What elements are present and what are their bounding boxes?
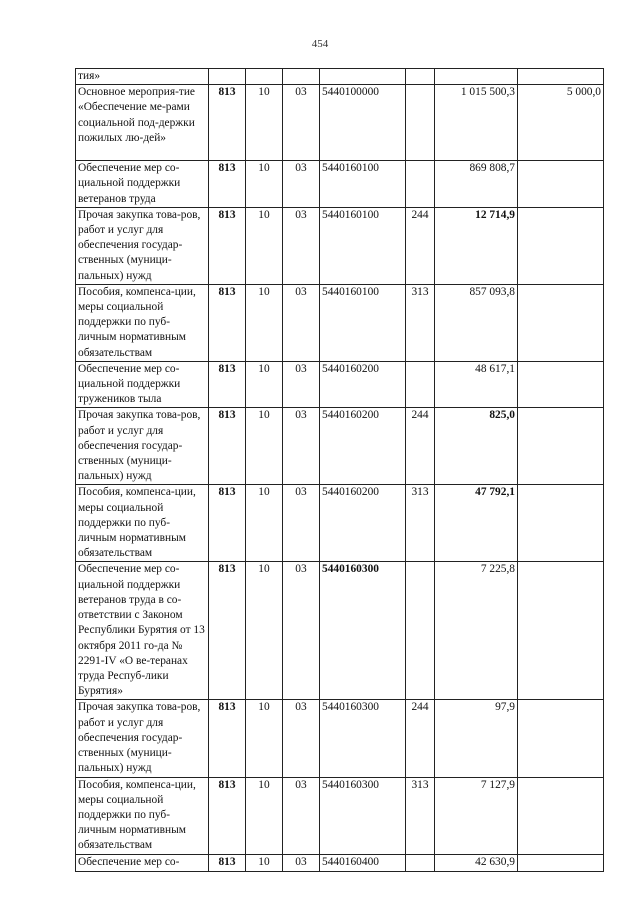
row-subsection-code: 03 [283, 161, 320, 208]
row-expense-type [406, 69, 435, 85]
row-name: Обеспечение мер со-циальной поддержки тружеников тыла [76, 361, 209, 408]
row-section-code: 10 [246, 161, 283, 208]
row-name: Обеспечение мер со- [76, 854, 209, 871]
row-target-article: 5440160100 [320, 207, 406, 284]
row-amount: 97,9 [435, 700, 518, 777]
row-target-article: 5440160400 [320, 854, 406, 871]
row-section-code: 10 [246, 854, 283, 871]
row-target-article: 5440160300 [320, 777, 406, 854]
table-row [76, 161, 604, 208]
row-expense-type: 313 [406, 485, 435, 562]
row-department-code: 813 [209, 485, 246, 562]
row-target-article: 5440100000 [320, 85, 406, 161]
row-target-article: 5440160100 [320, 161, 406, 208]
row-name: Прочая закупка това-ров, работ и услуг для обеспечения государ-ственных (муници-пальных) нужд [76, 408, 209, 485]
row-target-article: 5440160200 [320, 361, 406, 408]
row-subsection-code: 03 [283, 408, 320, 485]
row-expense-type: 244 [406, 700, 435, 777]
row-name: Прочая закупка това-ров, работ и услуг для обеспечения государ-ственных (муници-пальных) нужд [76, 207, 209, 284]
row-target-article: 5440160200 [320, 408, 406, 485]
row-section-code [246, 69, 283, 85]
row-section-code: 10 [246, 207, 283, 284]
table-row [76, 700, 604, 777]
row-expense-type [406, 361, 435, 408]
row-amount: 12 714,9 [435, 207, 518, 284]
row-subvention-amount [518, 777, 604, 854]
row-subsection-code: 03 [283, 485, 320, 562]
row-section-code: 10 [246, 361, 283, 408]
row-department-code: 813 [209, 700, 246, 777]
row-subvention-amount [518, 408, 604, 485]
table-row [76, 361, 604, 408]
row-target-article: 5440160300 [320, 700, 406, 777]
row-amount: 7 127,9 [435, 777, 518, 854]
row-target-article: 5440160100 [320, 284, 406, 361]
table-row [76, 207, 604, 284]
row-subvention-amount: 5 000,0 [518, 85, 604, 161]
row-subvention-amount [518, 161, 604, 208]
row-subsection-code: 03 [283, 207, 320, 284]
row-section-code: 10 [246, 485, 283, 562]
row-amount: 7 225,8 [435, 562, 518, 700]
table-row [76, 69, 604, 85]
row-subvention-amount [518, 485, 604, 562]
row-subsection-code: 03 [283, 562, 320, 700]
row-section-code: 10 [246, 85, 283, 161]
row-department-code: 813 [209, 408, 246, 485]
row-department-code: 813 [209, 562, 246, 700]
row-subvention-amount [518, 284, 604, 361]
row-department-code: 813 [209, 854, 246, 871]
row-name: Пособия, компенса-ции, меры социальной поддержки по пуб-личным нормативным обязательствам [76, 777, 209, 854]
row-department-code: 813 [209, 777, 246, 854]
row-section-code: 10 [246, 700, 283, 777]
row-department-code [209, 69, 246, 85]
row-subvention-amount [518, 207, 604, 284]
row-name: Прочая закупка това-ров, работ и услуг для обеспечения государ-ственных (муници-пальных) нужд [76, 700, 209, 777]
row-subvention-amount [518, 854, 604, 871]
table-row [76, 777, 604, 854]
row-department-code: 813 [209, 85, 246, 161]
row-name: Обеспечение мер со-циальной поддержки ветеранов труда в со-ответствии с Законом Республики Бурятия от 13 октября 2011 го-да № 2291-IV «О ве-теранах труда Респуб-лики Бурятия» [76, 562, 209, 700]
row-subsection-code: 03 [283, 85, 320, 161]
row-subsection-code: 03 [283, 284, 320, 361]
budget-table [75, 68, 604, 872]
row-section-code: 10 [246, 562, 283, 700]
row-subsection-code: 03 [283, 361, 320, 408]
row-section-code: 10 [246, 408, 283, 485]
table-row [76, 408, 604, 485]
row-amount: 857 093,8 [435, 284, 518, 361]
row-subvention-amount [518, 700, 604, 777]
row-amount: 1 015 500,3 [435, 85, 518, 161]
row-amount: 42 630,9 [435, 854, 518, 871]
row-target-article: 5440160200 [320, 485, 406, 562]
row-amount: 825,0 [435, 408, 518, 485]
row-expense-type [406, 85, 435, 161]
row-subsection-code: 03 [283, 700, 320, 777]
page-number: 454 [311, 38, 329, 50]
row-department-code: 813 [209, 161, 246, 208]
table-row [76, 284, 604, 361]
row-name: тия» [76, 69, 209, 85]
row-subsection-code: 03 [283, 777, 320, 854]
row-expense-type [406, 562, 435, 700]
row-subsection-code: 03 [283, 854, 320, 871]
row-name: Обеспечение мер со-циальной поддержки ветеранов труда [76, 161, 209, 208]
row-amount [435, 69, 518, 85]
row-section-code: 10 [246, 777, 283, 854]
row-expense-type [406, 854, 435, 871]
table-row [76, 85, 604, 161]
table-row [76, 854, 604, 871]
row-department-code: 813 [209, 284, 246, 361]
row-amount: 47 792,1 [435, 485, 518, 562]
row-name: Пособия, компенса-ции, меры социальной поддержки по пуб-личным нормативным обязательствам [76, 485, 209, 562]
row-subvention-amount [518, 562, 604, 700]
row-department-code: 813 [209, 361, 246, 408]
row-target-article [320, 69, 406, 85]
row-name: Основное мероприя-тие «Обеспечение ме-рами социальной под-держки пожилых лю-дей» [76, 85, 209, 161]
row-amount: 48 617,1 [435, 361, 518, 408]
row-target-article: 5440160300 [320, 562, 406, 700]
row-expense-type [406, 161, 435, 208]
row-subsection-code [283, 69, 320, 85]
row-section-code: 10 [246, 284, 283, 361]
row-amount: 869 808,7 [435, 161, 518, 208]
row-expense-type: 313 [406, 777, 435, 854]
row-expense-type: 244 [406, 408, 435, 485]
row-department-code: 813 [209, 207, 246, 284]
row-expense-type: 313 [406, 284, 435, 361]
row-name: Пособия, компенса-ции, меры социальной поддержки по пуб-личным нормативным обязательствам [76, 284, 209, 361]
row-expense-type: 244 [406, 207, 435, 284]
table-row [76, 485, 604, 562]
row-subvention-amount [518, 361, 604, 408]
row-subvention-amount [518, 69, 604, 85]
table-row [76, 562, 604, 700]
